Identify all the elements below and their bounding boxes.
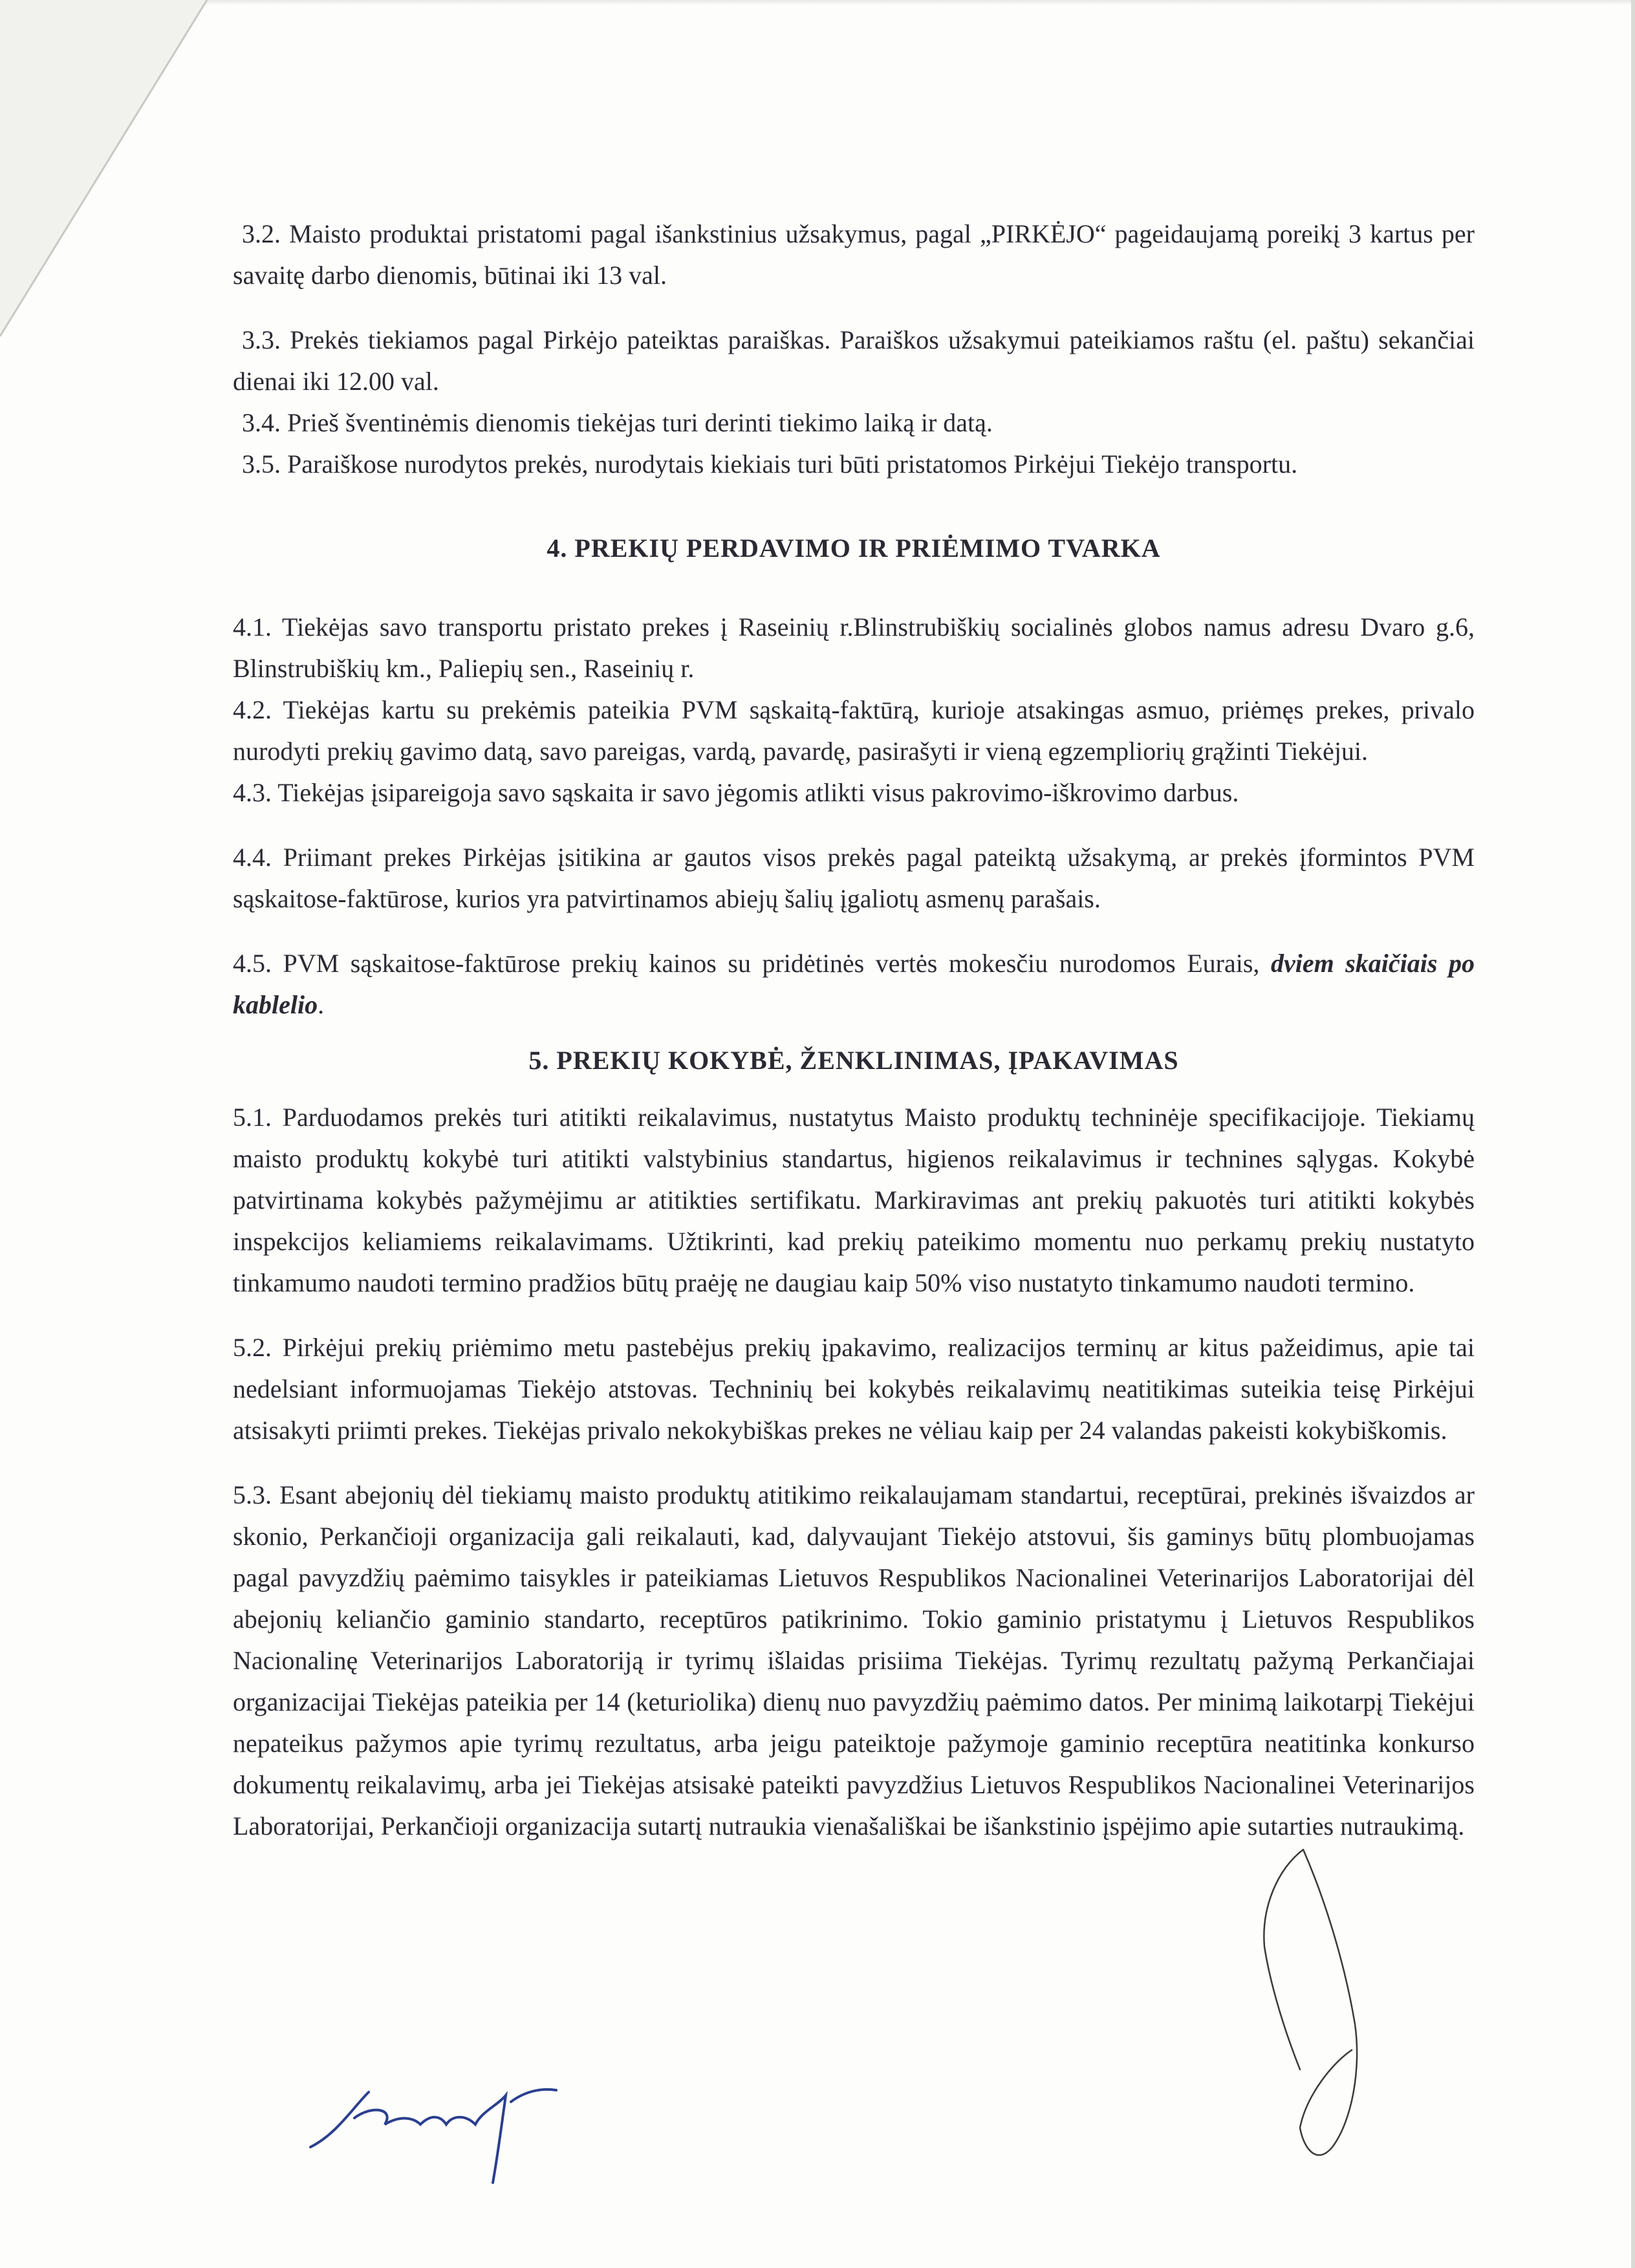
paragraph-3-4: 3.4. Prieš šventinėmis dienomis tiekėjas turi derinti tiekimo laiką ir datą. (242, 408, 993, 437)
paragraph-3-2: 3.2. Maisto produktai pristatomi pagal išankstinius užsakymus, pagal „PIRKĖJO“ pageidaujamą poreikį 3 kartus per savaitę darbo dienomis, būtinai iki 13 val. (233, 219, 1475, 290)
section-4-heading: 4. PREKIŲ PERDAVIMO IR PRIĖMIMO TVARKA (547, 534, 1161, 563)
paragraph-3-3: 3.3. Prekės tiekiamos pagal Pirkėjo pateiktas paraiškas. Paraiškos užsakymui pateikiamos raštu (el. paštu) sekančiai dienai iki 12.00 val. (233, 325, 1475, 396)
handwritten-signature (310, 2090, 556, 2183)
section-5-heading: 5. PREKIŲ KOKYBĖ, ŽENKLINIMAS, ĮPAKAVIMAS (528, 1046, 1179, 1075)
paragraph-4-5-end: . (318, 990, 325, 1019)
paragraph-3-5: 3.5. Paraiškose nurodytos prekės, nurodytais kiekiais turi būti pristatomos Pirkėjui Tiekėjo transportu. (242, 449, 1298, 479)
paragraph-4-2: 4.2. Tiekėjas kartu su prekėmis pateikia PVM sąskaitą-faktūrą, kurioje atsakingas asmuo, priėmęs prekes, privalo nurodyti prekių gavimo datą, savo pareigas, vardą, pavardę, pasirašyti ir vieną egzempliorių grąžinti Tiekėjui. (233, 695, 1475, 766)
paragraph-4-3: 4.3. Tiekėjas įsipareigoja savo sąskaita ir savo jėgomis atlikti visus pakrovimo-iškrovimo darbus. (233, 778, 1239, 807)
paragraph-5-3: 5.3. Esant abejonių dėl tiekiamų maisto produktų atitikimo reikalaujamam standartui, receptūrai, prekinės išvaizdos ar skonio, Perkančioji organizacija gali reikalauti, kad, dalyvaujant Tiekėjo atstovui, šis gaminys būtų plombuojamas pagal pavyzdžių paėmimo taisykles ir pateikiamas Lietuvos Respublikos Nacionalinei Veterinarijos Laboratorijai dėl abejonių keliančio gaminio standarto, receptūros patikrinimo. Tokio gaminio pristatymu į Lietuvos Respublikos Nacionalinę Veterinarijos Laboratoriją ir tyrimų išlaidas prisiima Tiekėjas. Tyrimų rezultatų pažymą Perkančiajai organizacijai Tiekėjas pateikia per 14 (keturiolika) dienų nuo pavyzdžių paėmimo datos. Per minimą laikotarpį Tiekėjui nepateikus pažymos apie tyrimų rezultatus, arba jeigu pateiktoje pažymoje gaminio receptūra neatitinka konkurso dokumentų reikalavimų, arba jei Tiekėjas atsisakė pateikti pavyzdžius Lietuvos Respublikos Nacionalinei Veterinarijos Laboratorijai, Perkančioji organizacija sutartį nutraukia vienašališkai be išankstinio įspėjimo apie sutarties nutraukimą. (233, 1480, 1475, 1841)
pencil-check-mark (1264, 1850, 1357, 2155)
paragraph-5-2: 5.2. Pirkėjui prekių priėmimo metu pastebėjus prekių įpakavimo, realizacijos terminų ar kitus pažeidimus, apie tai nedelsiant informuojamas Tiekėjo atstovas. Techninių bei kokybės reikalavimų neatitikimas suteikia teisę Pirkėjui atsisakyti priimti prekes. Tiekėjas privalo nekokybiškas prekes ne vėliau kaip per 24 valandas pakeisti kokybiškomis. (233, 1333, 1475, 1445)
paragraph-4-5-text: 4.5. PVM sąskaitose-faktūrose prekių kainos su pridėtinės vertės mokesčiu nurodomos Eurais, (233, 949, 1271, 978)
paragraph-4-1: 4.1. Tiekėjas savo transportu pristato prekes į Raseinių r.Blinstrubiškių socialinės globos namus adresu Dvaro g.6, Blinstrubiškių km., Paliepių sen., Raseinių r. (233, 612, 1475, 683)
paragraph-4-4: 4.4. Priimant prekes Pirkėjas įsitikina ar gautos visos prekės pagal pateiktą užsakymą, ar prekės įformintos PVM sąskaitose-faktūrose, kurios yra patvirtinamos abiejų šalių įgaliotų asmenų parašais. (233, 843, 1475, 913)
paragraph-5-1: 5.1. Parduodamos prekės turi atitikti reikalavimus, nustatytus Maisto produktų techninėje specifikacijoje. Tiekiamų maisto produktų kokybė turi atitikti valstybinius standartus, higienos reikalavimus ir technines sąlygas. Kokybė patvirtinama kokybės pažymėjimu ar atitikties sertifikatu. Markiravimas ant prekių pakuotės turi atitikti kokybės inspekcijos keliamiems reikalavimams. Užtikrinti, kad prekių pateikimo momentu nuo perkamų prekių nustatyto tinkamumo naudoti termino pradžios būtų praėję ne daugiau kaip 50% viso nustatyto tinkamumo naudoti termino. (233, 1103, 1475, 1297)
paragraph-4-5-emphasis: dviem skaičiais po kablelio (233, 949, 1475, 1019)
